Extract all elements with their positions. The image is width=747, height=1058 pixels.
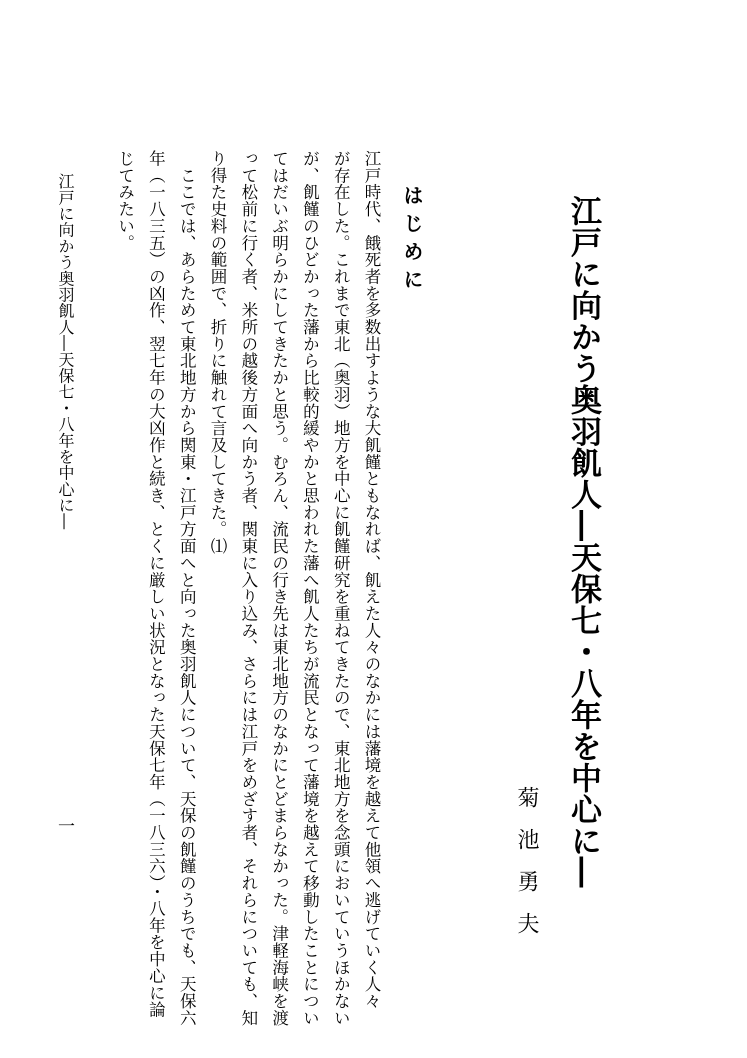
body-line: って松前に行く者、米所の越後方面へ向かう者、関東に入り込み、さらには江戸をめざす者、それらについても、知: [238, 150, 258, 1027]
author-name: 菊池勇夫: [514, 786, 539, 954]
body-line: てはだいぶ明らかにしてきたかと思う。むろん、流民の行き先は東北地方のなかにとどまらなかった。津軽海峡を渡: [269, 150, 289, 1027]
body-line: ここでは、あらためて東北地方から関東・江戸方面へと向った奥羽飢人について、天保の飢饉のうちでも、天保六: [177, 150, 197, 1027]
body-line: り得た史料の範囲で、折りに触れて言及してきた。⑴: [208, 150, 228, 555]
running-head: 江戸に向かう奥羽飢人―天保七・八年を中心に―: [56, 173, 75, 530]
body-text: [108, 150, 386, 1027]
body-line: 年（一八三五）の凶作、翌七年の大凶作と続き、とくに厳しい状況となった天保七年（一八三六）・八年を中心に論: [146, 150, 166, 1018]
body-line: じてみたい。: [115, 150, 135, 252]
body-line: 江戸時代、餓死者を多数出すような大飢饉ともなれば、飢えた人々のなかには藩境を越えて他領へ逃げていく人々: [362, 150, 381, 1010]
section-heading: はじめに: [400, 185, 424, 297]
body-line: が存在した。これまで東北（奥羽）地方を中心に飢饉研究を重ねてきたので、東北地方を念頭においていうほかない: [331, 150, 351, 1027]
body-line: が、飢饉のひどかった藩から比較的緩やかと思われた藩へ飢人たちが流民となって藩境を越えて移動したことについ: [300, 150, 320, 1027]
article-title: 江戸に向かう奥羽飢人―天保七・八年を中心に―: [565, 195, 601, 888]
page-number: 一: [54, 817, 74, 834]
